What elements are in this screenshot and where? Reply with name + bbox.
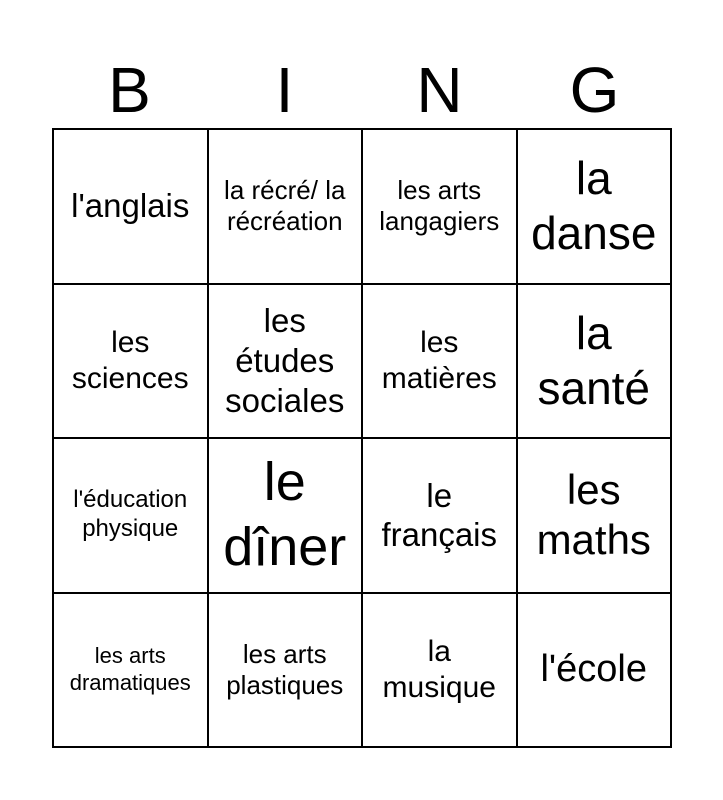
bingo-cell[interactable] (518, 285, 673, 440)
bingo-cell[interactable] (363, 285, 518, 440)
cell-label: la musique (382, 634, 496, 704)
bingo-cell[interactable] (363, 439, 518, 594)
cell-label: les arts langagiers (379, 175, 500, 237)
cell-label: l'éducation physique (73, 486, 188, 543)
header-letter-g: G (569, 54, 620, 126)
bingo-cell[interactable] (518, 130, 673, 285)
cell-label: les sciences (71, 325, 189, 395)
cell-label: le dîner (223, 452, 347, 578)
cell-label: les arts plastiques (226, 638, 344, 700)
bingo-cell[interactable] (518, 594, 673, 749)
cell-label: les arts dramatiques (69, 643, 191, 695)
cell-label: les matières (381, 325, 497, 395)
cell-label: les maths (536, 465, 651, 564)
bingo-cell[interactable] (518, 439, 673, 594)
cell-label: la santé (537, 306, 651, 414)
bingo-cell[interactable] (54, 439, 209, 594)
cell-label: l'école (540, 647, 648, 690)
cell-label: la danse (531, 152, 657, 260)
bingo-cell[interactable] (209, 439, 364, 594)
bingo-cell[interactable] (54, 285, 209, 440)
cell-label: les études sociales (225, 302, 345, 419)
bingo-cell[interactable] (54, 594, 209, 749)
cell-label: l'anglais (71, 187, 190, 225)
bingo-cell[interactable] (363, 130, 518, 285)
bingo-cell[interactable] (209, 285, 364, 440)
cell-label: la récré/ la récréation (224, 175, 346, 237)
bingo-cell[interactable] (54, 130, 209, 285)
bingo-cell[interactable] (363, 594, 518, 749)
bingo-cell[interactable] (209, 130, 364, 285)
cell-label: le français (381, 476, 498, 554)
header-letter-i: I (275, 54, 294, 126)
bingo-board (52, 128, 672, 748)
bingo-header (52, 52, 672, 128)
bingo-cell[interactable] (209, 594, 364, 749)
header-letter-n: N (416, 54, 463, 126)
header-letter-b: B (108, 54, 151, 126)
